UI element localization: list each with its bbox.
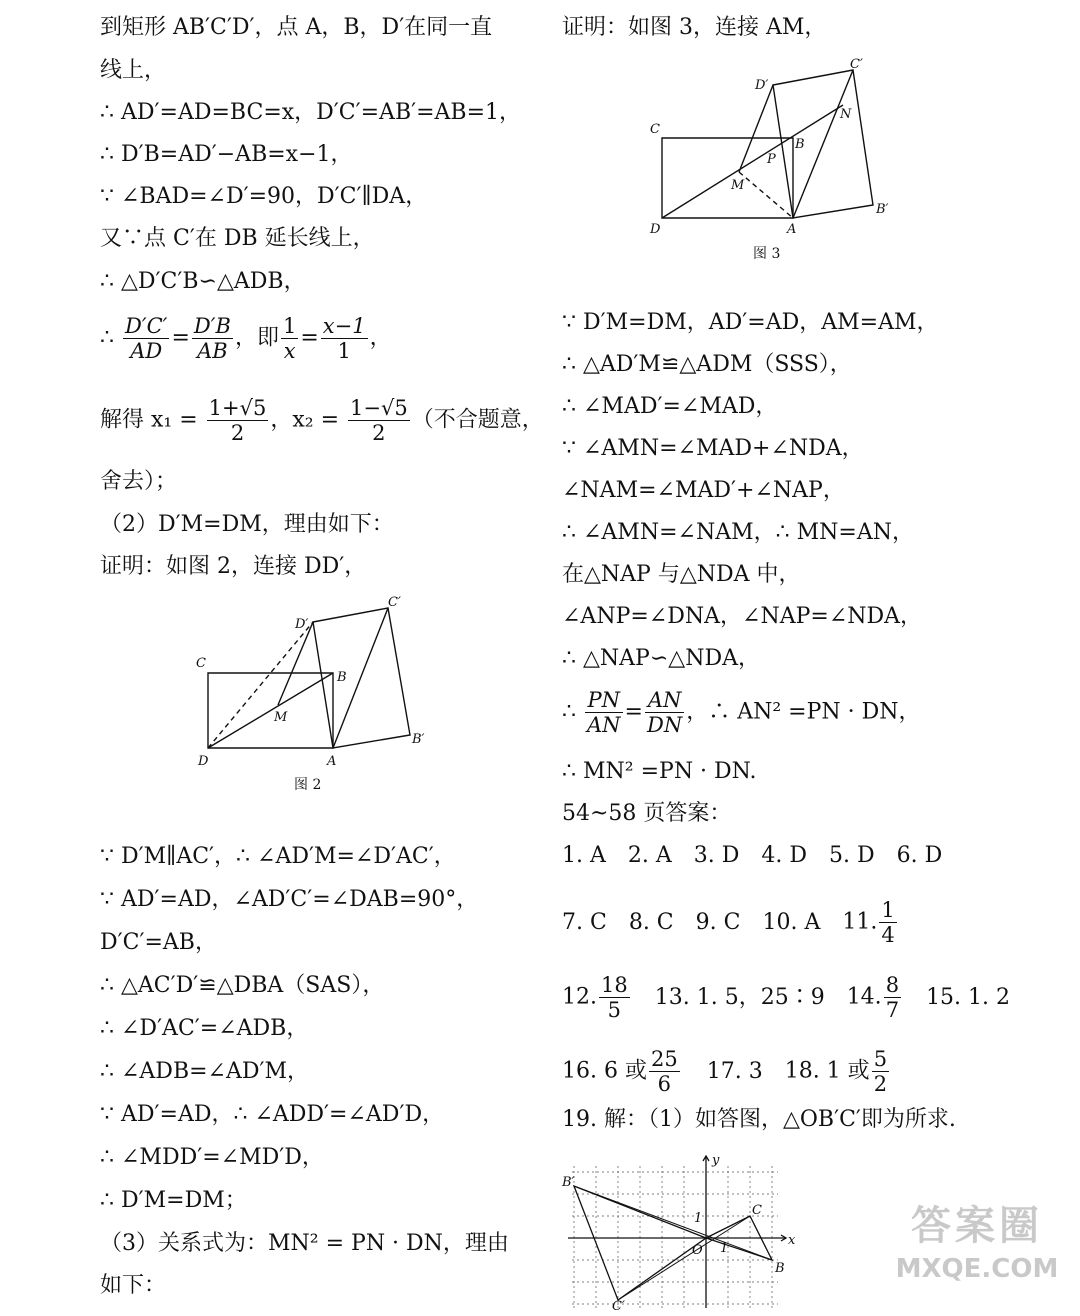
label-p: P [767, 152, 776, 167]
numerator: x−1 [322, 314, 366, 338]
text-line: ∵ ∠AMN=∠MAD+∠NDA， [562, 436, 864, 461]
text-line: 舍去）； [100, 469, 178, 494]
numerator: PN [585, 688, 623, 713]
fraction [281, 314, 298, 363]
denominator: DN [646, 713, 683, 737]
connector-text: ，x₂ = [270, 407, 340, 433]
watermark-url: MXQE.COM [895, 1254, 1059, 1284]
label-m: M [274, 710, 288, 725]
answer-label: 14. [846, 984, 882, 1010]
fraction [321, 314, 368, 363]
answer-item: 8. C [628, 909, 674, 935]
solve-prefix: 解得 x₁ = [100, 407, 198, 433]
numerator: 5 [873, 1047, 888, 1071]
numerator: 1 [881, 898, 895, 922]
answers-title: 54~58 页答案： [562, 801, 732, 826]
numerator: 1−√5 [350, 396, 408, 420]
label-b: B [775, 1261, 785, 1276]
text-line: ∴ D′B=AD′−AB=x−1， [100, 142, 353, 167]
text-line: ∠ANP=∠DNA，∠NAP=∠NDA， [562, 604, 923, 629]
numerator: 25 [650, 1047, 678, 1071]
denominator: 6 [657, 1072, 672, 1096]
answer-item: 9. C [695, 909, 741, 935]
text-line: 证明：如图 3，连接 AM， [562, 15, 827, 40]
note-text: （不合题意， [411, 407, 544, 433]
fraction [599, 973, 630, 1022]
answer-label: 16. 6 或 [562, 1058, 647, 1084]
denominator: 4 [881, 923, 895, 947]
numerator: AN [645, 688, 684, 713]
text-line: ∴ MN² =PN · DN. [562, 759, 757, 784]
label-one-x: 1 [720, 1241, 729, 1256]
watermark-title: 答案圈 [911, 1203, 1043, 1249]
answer-item: 3. D [693, 843, 740, 868]
fraction [884, 973, 901, 1022]
fraction [585, 688, 623, 737]
fraction [207, 396, 269, 445]
label-n: N [840, 107, 852, 122]
answer-item: 1. A [562, 843, 606, 868]
answer-item: 4. D [761, 843, 807, 868]
answer-item: 7. C [562, 909, 607, 935]
label-b-prime: B′ [876, 202, 889, 217]
figure-2-caption: 图 2 [294, 777, 322, 793]
label-b: B [795, 137, 805, 152]
answer-row [562, 898, 899, 947]
label-b-prime: B′ [412, 732, 425, 747]
fraction [348, 396, 410, 445]
segment-am-dashed [739, 172, 793, 218]
text-line: 到矩形 AB′C′D′，点 A，B，D′在同一直 [100, 15, 493, 40]
numerator: D′B [193, 314, 231, 338]
fraction [872, 1047, 889, 1096]
text-line: ∴ ∠D′AC′=∠ADB， [100, 1016, 309, 1041]
denominator: 2 [230, 421, 245, 445]
line-b-prime-b [574, 1186, 772, 1260]
text-line: ∴ ∠AMN=∠NAM，∴ MN=AN， [562, 520, 914, 545]
text-line: ∴ ∠MDD′=∠MD′D， [100, 1145, 324, 1170]
therefore-symbol: ∴ [562, 699, 576, 725]
text-line: ∴ △NAP∽△NDA， [562, 646, 760, 671]
numerator: 1 [282, 314, 297, 338]
denominator: AB [197, 339, 228, 363]
segment-db [208, 673, 333, 748]
numerator: 1+√5 [208, 396, 267, 420]
text-line: 线上， [100, 58, 167, 83]
connector-text: ，即 [234, 325, 279, 351]
text-line: ∵ D′M∥AC′，∴ ∠AD′M=∠D′AC′， [100, 844, 456, 869]
text-line: （3）关系式为：MN² = PN · DN，理由 [100, 1231, 509, 1256]
denominator: 2 [372, 421, 386, 445]
text-line: 在△NAP 与△NDA 中， [562, 562, 801, 587]
figure-3-caption: 图 3 [753, 246, 781, 262]
text-line: ∴ △AD′M≌△ADM（SSS）， [562, 352, 852, 377]
text-line: ∴ D′M=DM； [100, 1188, 247, 1213]
figure-2-diagram [190, 595, 440, 795]
figure-3 [645, 55, 905, 274]
label-c: C [752, 1203, 762, 1218]
denominator: 7 [885, 998, 900, 1022]
denominator: AN [587, 713, 621, 737]
answer-label: 18. 1 或 [784, 1058, 870, 1084]
text-line: ∴ △D′C′B∽△ADB， [100, 269, 306, 294]
solution-equation [100, 396, 544, 445]
answer-item: 2. A [627, 843, 672, 868]
answer-item: 6. D [896, 843, 943, 868]
grid-figure [560, 1150, 805, 1314]
label-c-prime: C′ [388, 595, 401, 610]
answer-item: 5. D [829, 843, 875, 868]
numerator: 8 [885, 973, 900, 997]
text-line: 又∵点 C′在 DB 延长线上， [100, 226, 375, 251]
figure-3-diagram [645, 55, 905, 270]
answer-item: 13. 1. 5，25∶9 [654, 984, 825, 1010]
equals-sign: = [624, 699, 643, 725]
segment-dd-prime-dashed [208, 622, 313, 748]
watermark-logo [882, 1200, 1072, 1310]
label-origin: O [692, 1243, 703, 1258]
text-line: ∠NAM=∠MAD′+∠NAP， [562, 478, 845, 503]
answer-row [562, 973, 1032, 1022]
denominator: AD [130, 339, 163, 363]
answer-row [562, 1047, 891, 1096]
text-line: ∵ D′M=DM，AD′=AD，AM=AM， [562, 310, 939, 335]
label-a: A [327, 754, 337, 769]
fraction [649, 1047, 680, 1096]
text-line: ∴ ∠ADB=∠AD′M， [100, 1059, 310, 1084]
text-line: 证明：如图 2，连接 DD′， [100, 554, 367, 579]
answer-label: 11. [842, 909, 878, 935]
answer-row [562, 842, 964, 870]
denominator: 2 [873, 1072, 888, 1096]
fraction [879, 898, 896, 947]
label-c-prime: C′ [850, 57, 863, 72]
label-d: D [650, 222, 661, 237]
label-d: D [198, 754, 209, 769]
denominator: 1 [337, 339, 351, 363]
equation-tail: ，∴ AN² =PN · DN， [686, 699, 921, 725]
answer-item: 17. 3 [706, 1058, 763, 1084]
label-c: C [196, 656, 206, 671]
fraction [192, 314, 233, 363]
label-x: x [788, 1233, 796, 1248]
fraction [123, 314, 169, 363]
text-line: D′C′=AB， [100, 930, 217, 955]
label-b: B [337, 670, 347, 685]
answer-item: 15. 1. 2 [926, 984, 1011, 1010]
therefore-symbol: ∴ [100, 325, 114, 351]
grid-lines [572, 1166, 778, 1308]
text-line: 19. 解：（1）如答图，△OB′C′即为所求. [562, 1107, 956, 1132]
label-m: M [731, 178, 745, 193]
label-c: C [650, 122, 660, 137]
coordinate-grid [560, 1150, 805, 1314]
segment-d-prime-m [278, 622, 313, 705]
label-d-prime: D′ [295, 617, 309, 632]
punctuation: ， [369, 325, 392, 351]
fraction [645, 688, 684, 737]
label-a: A [787, 222, 797, 237]
text-line: ∴ ∠MAD′=∠MAD， [562, 394, 778, 419]
label-b-prime: B′ [562, 1175, 575, 1190]
denominator: x [283, 339, 296, 363]
figure-2 [190, 595, 440, 799]
numerator: 18 [601, 973, 628, 997]
text-line: ∵ AD′=AD，∠AD′C′=∠DAB=90°， [100, 887, 479, 912]
text-line: ∵ AD′=AD，∴ ∠ADD′=∠AD′D， [100, 1102, 445, 1127]
label-d-prime: D′ [755, 78, 769, 93]
denominator: 5 [607, 998, 622, 1022]
text-line: ∴ AD′=AD=BC=x，D′C′=AB′=AB=1， [100, 100, 522, 125]
text-line: （2）D′M=DM，理由如下： [100, 512, 394, 537]
text-line: ∴ △AC′D′≌△DBA（SAS）， [100, 973, 385, 998]
ratio-equation: ∴ $\frac{D'C'}{AD}$ = $\frac{D'B}{AB}$ ，即 $\frac{1}{x}$ = $\frac{x-1}{1}$ ， [100, 314, 392, 363]
label-y: y [712, 1153, 720, 1168]
answer-item: 10. A [762, 909, 821, 935]
label-one-y: 1 [694, 1211, 703, 1226]
numerator: D′C′ [125, 314, 168, 338]
proportion-equation [562, 688, 921, 737]
text-line: 如下： [100, 1273, 167, 1298]
answer-label: 12. [562, 984, 597, 1010]
text-line: ∵ ∠BAD=∠D′=90，D′C′∥DA， [100, 184, 428, 209]
label-c-prime: C′ [612, 1299, 625, 1314]
rectangle-ab-prime [313, 608, 410, 748]
